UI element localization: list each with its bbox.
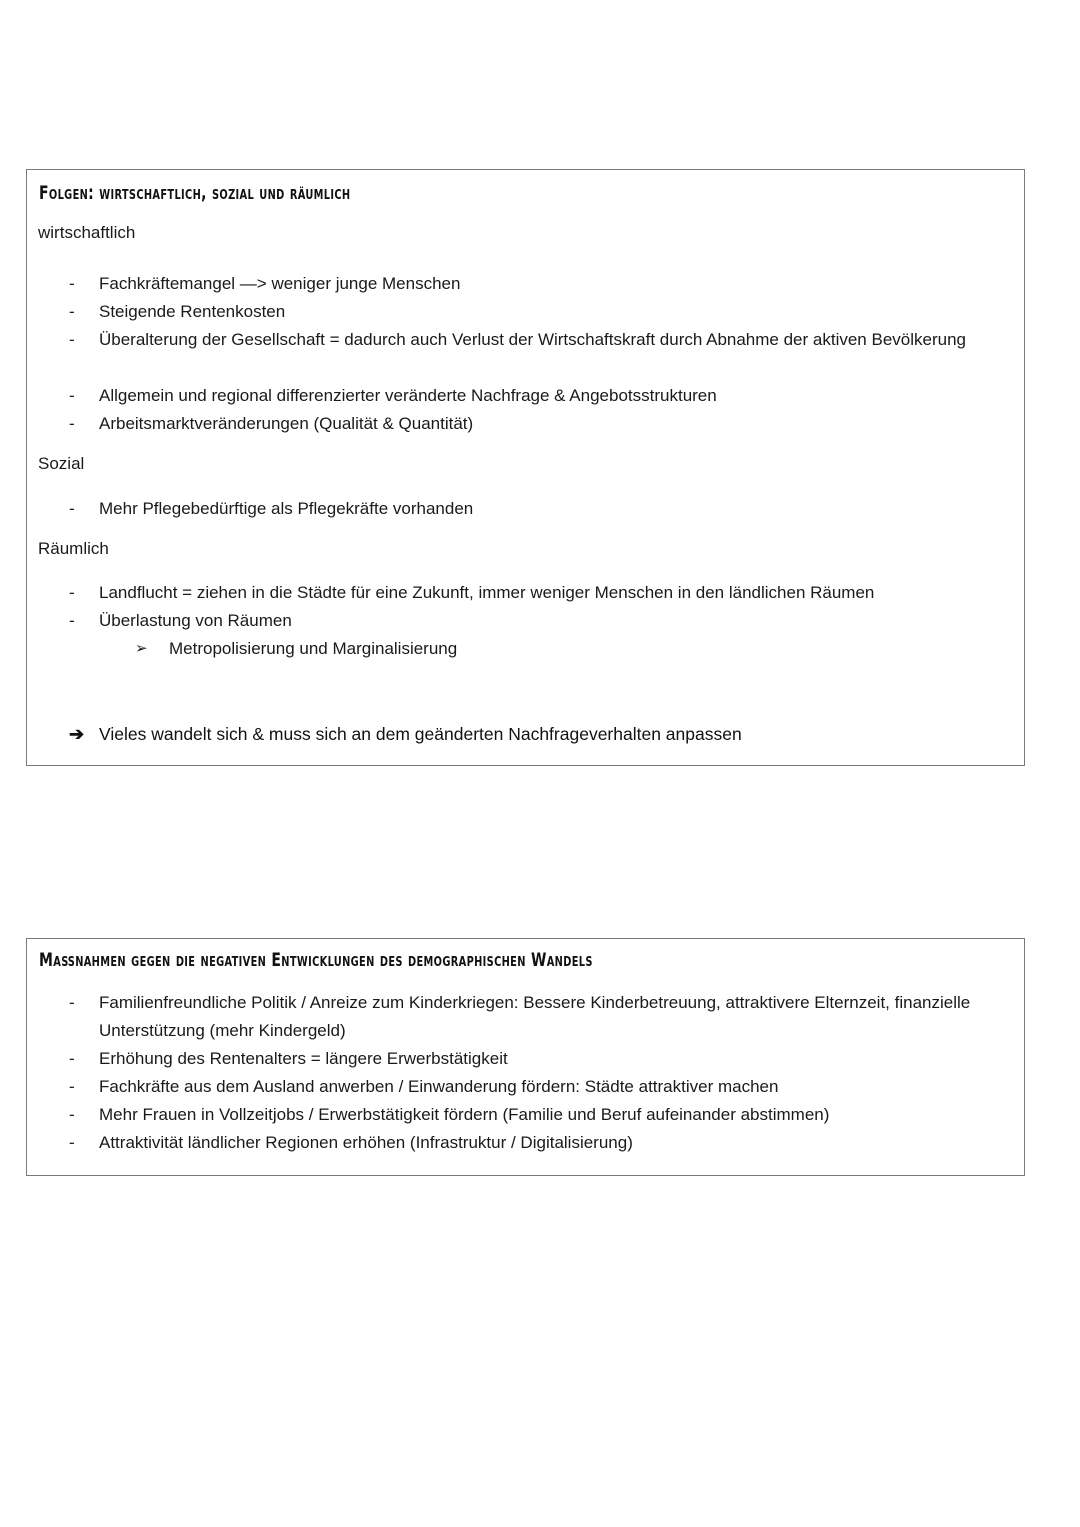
list-item-text: Familienfreundliche Politik / Anreize zum Kinderkriegen: Bessere Kinderbetreuung, attraktivere Elternzeit, finanzielle Unterstützung (mehr Kindergeld) xyxy=(99,993,971,1040)
list-item-text: Fachkräfte aus dem Ausland anwerben / Einwanderung fördern: Städte attraktiver machen xyxy=(99,1077,779,1096)
sub-list-item-text: Metropolisierung und Marginalisierung xyxy=(169,639,458,658)
arrowhead-icon: ➢ xyxy=(135,640,148,657)
box-heading-folgen: Folgen: wirtschaftlich, sozial und räumlich xyxy=(39,183,351,204)
box-heading-massnahmen: Maßnahmen gegen die negativen Entwicklungen des demographischen Wandels xyxy=(39,950,593,971)
list-item xyxy=(69,326,999,354)
list-item xyxy=(69,607,999,635)
list-item xyxy=(69,1129,999,1157)
list-item-text: Steigende Rentenkosten xyxy=(99,302,286,321)
list-item xyxy=(69,1101,999,1129)
list-item xyxy=(69,382,999,410)
list-item-text: Arbeitsmarktveränderungen (Qualität & Quantität) xyxy=(99,414,474,433)
conclusion-text: Vieles wandelt sich & muss sich an dem geänderten Nachfrageverhalten anpassen xyxy=(99,724,742,744)
bullet-marker: - xyxy=(69,499,75,518)
bullet-marker: - xyxy=(69,330,75,349)
sub-list-item xyxy=(135,635,995,663)
list-item-text: Überlastung von Räumen xyxy=(99,611,292,630)
list-item xyxy=(69,989,999,1045)
bullet-marker: - xyxy=(69,611,75,630)
list-item-text: Erhöhung des Rentenalters = längere Erwerbstätigkeit xyxy=(99,1049,508,1068)
arrow-right-icon: ➔ xyxy=(69,724,85,744)
bullet-marker: - xyxy=(69,414,75,433)
section-label-sozial: Sozial xyxy=(38,454,85,473)
list-item xyxy=(69,579,999,607)
list-item xyxy=(69,1073,999,1101)
bullet-marker: - xyxy=(69,1077,75,1096)
bullet-marker: - xyxy=(69,1049,75,1068)
section-label-wirtschaftlich: wirtschaftlich xyxy=(38,223,136,242)
section-label-raeumlich: Räumlich xyxy=(38,539,109,558)
bullet-marker: - xyxy=(69,302,75,321)
bullet-marker: - xyxy=(69,1133,75,1152)
list-item-text: Landflucht = ziehen in die Städte für eine Zukunft, immer weniger Menschen in den ländlichen Räumen xyxy=(99,583,875,602)
list-item-text: Mehr Frauen in Vollzeitjobs / Erwerbstätigkeit fördern (Familie und Beruf aufeinander abstimmen) xyxy=(99,1105,830,1124)
list-item-text: Überalterung der Gesellschaft = dadurch auch Verlust der Wirtschaftskraft durch Abnahme der aktiven Bevölkerung xyxy=(99,330,966,349)
list-item-text: Attraktivität ländlicher Regionen erhöhen (Infrastruktur / Digitalisierung) xyxy=(99,1133,633,1152)
list-item xyxy=(69,270,999,298)
list-item-text: Mehr Pflegebedürftige als Pflegekräfte vorhanden xyxy=(99,499,474,518)
list-item xyxy=(69,298,999,326)
list-item xyxy=(69,1045,999,1073)
list-item-text: Allgemein und regional differenzierter veränderte Nachfrage & Angebotsstrukturen xyxy=(99,386,717,405)
list-item xyxy=(69,495,999,523)
note-box-folgen xyxy=(26,169,1025,766)
note-box-massnahmen xyxy=(26,938,1025,1176)
bullet-marker: - xyxy=(69,1105,75,1124)
bullet-marker: - xyxy=(69,583,75,602)
bullet-marker: - xyxy=(69,274,75,293)
list-item-text: Fachkräftemangel —> weniger junge Menschen xyxy=(99,274,461,293)
bullet-marker: - xyxy=(69,993,75,1012)
conclusion-line xyxy=(69,720,999,748)
list-item xyxy=(69,410,999,438)
bullet-marker: - xyxy=(69,386,75,405)
